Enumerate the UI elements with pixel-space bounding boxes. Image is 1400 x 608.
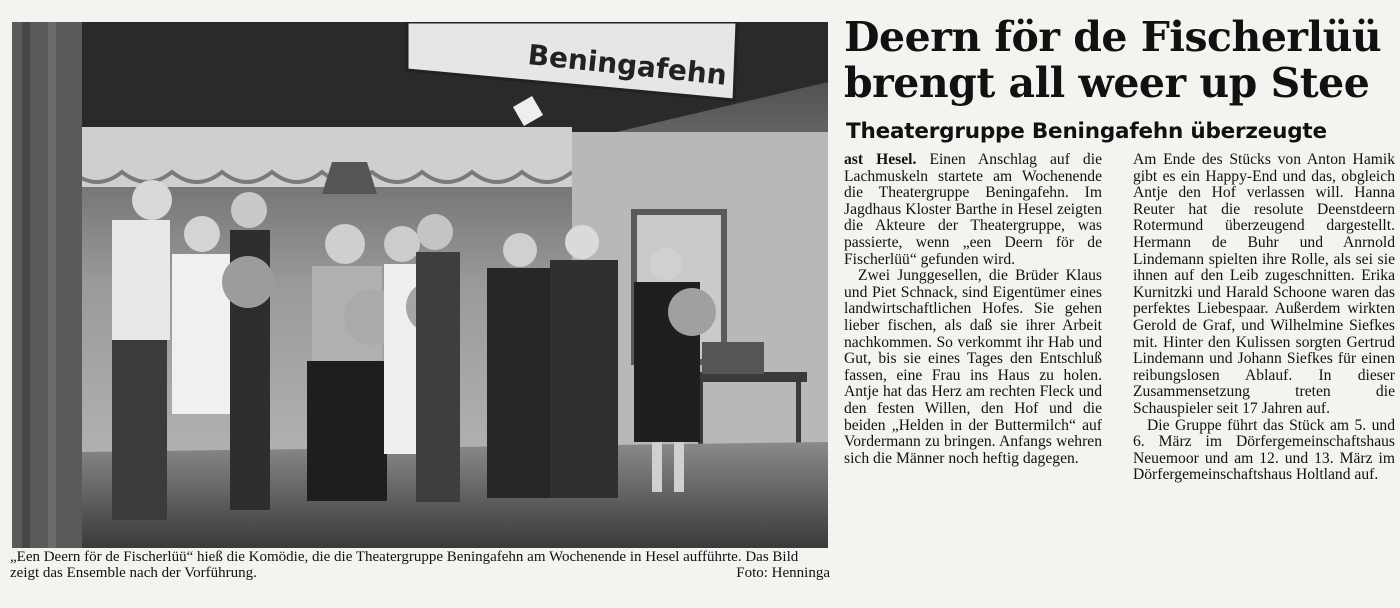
paragraph: Am Ende des Stücks von Anton Hamik gibt es ein Happy-End und das, obgleich Antje den Hof verlassen will. Hanna Reuter hat die resolute Deenstdeern Rotermund überzeugend dargestellt. Hermann de Buhr und Anrnold Lindemann spielten ihre Rolle, als sei sie ihnen auf den Leib zugeschnitten. Erika Kurnitzki und Harald Schoone waren das perfektes Liebespaar. Außerdem wirkten Gerold de Graf, und Wilhelmine Siefkes mit. Hinter den Kulissen sorgten Gertrud Lindemann und Johann Siefkes für einen reibungslosen Ablauf. In dieser Zusammensetzung treten die Schauspieler seit 17 Jahren auf. — [1133, 151, 1395, 417]
paragraph-text: Einen Anschlag auf die Lachmuskeln startete am Wochenende die Theatergruppe Beningafehn. Im Jagdhaus Kloster Barthe in Hesel zeigten die Akteure der Theatergruppe, was passierte, wenn „een Deern för de Fischerlüü“ gefunden wird. — [844, 151, 1102, 268]
banner-text: Beningafehn — [526, 38, 729, 92]
article-headline: Deern för de Fischerlüü brengt all weer up Stee — [844, 13, 1382, 107]
photo-caption — [10, 549, 830, 581]
caption-text: „Een Deern för de Fischerlüü“ hieß die Komödie, die die Theatergruppe Beningafehn am Wochenende in Hesel aufführte. Das Bild zeigt das Ensemble nach der Vorführung. — [10, 549, 799, 581]
article-column-1 — [844, 152, 1102, 467]
paragraph — [844, 152, 1102, 268]
dateline: ast Hesel. — [844, 151, 917, 168]
photo-credit: Foto: Henninga — [736, 565, 830, 581]
article-column-2 — [1133, 152, 1395, 484]
ensemble-photo — [12, 22, 828, 548]
paragraph: Zwei Junggesellen, die Brüder Klaus und Piet Schnack, sind Eigentümer eines landwirtschaftlichen Hofes. Sie gehen lieber fischen, als daß sie ihrer Arbeit nachkommen. So verkommt ihr Hab und Gut, bis sie eines Tages den Entschluß fassen, eine Frau ins Haus zu holen. Antje hat das Herz am rechten Fleck und den festen Willen, den Hof und die beiden „Helden in der Buttermilch“ auf Vordermann zu bringen. Anfangs wehren sich die Männer noch heftig dagegen. — [844, 267, 1102, 467]
paragraph: Die Gruppe führt das Stück am 5. und 6. März im Dörfergemeinschaftshaus Neuemoor und am 12. und 13. März im Dörfergemeinschaftshaus Holtland auf. — [1133, 416, 1395, 484]
photo-illustration — [12, 22, 828, 548]
article-subheadline: Theatergruppe Beningafehn überzeugte — [846, 119, 1327, 144]
